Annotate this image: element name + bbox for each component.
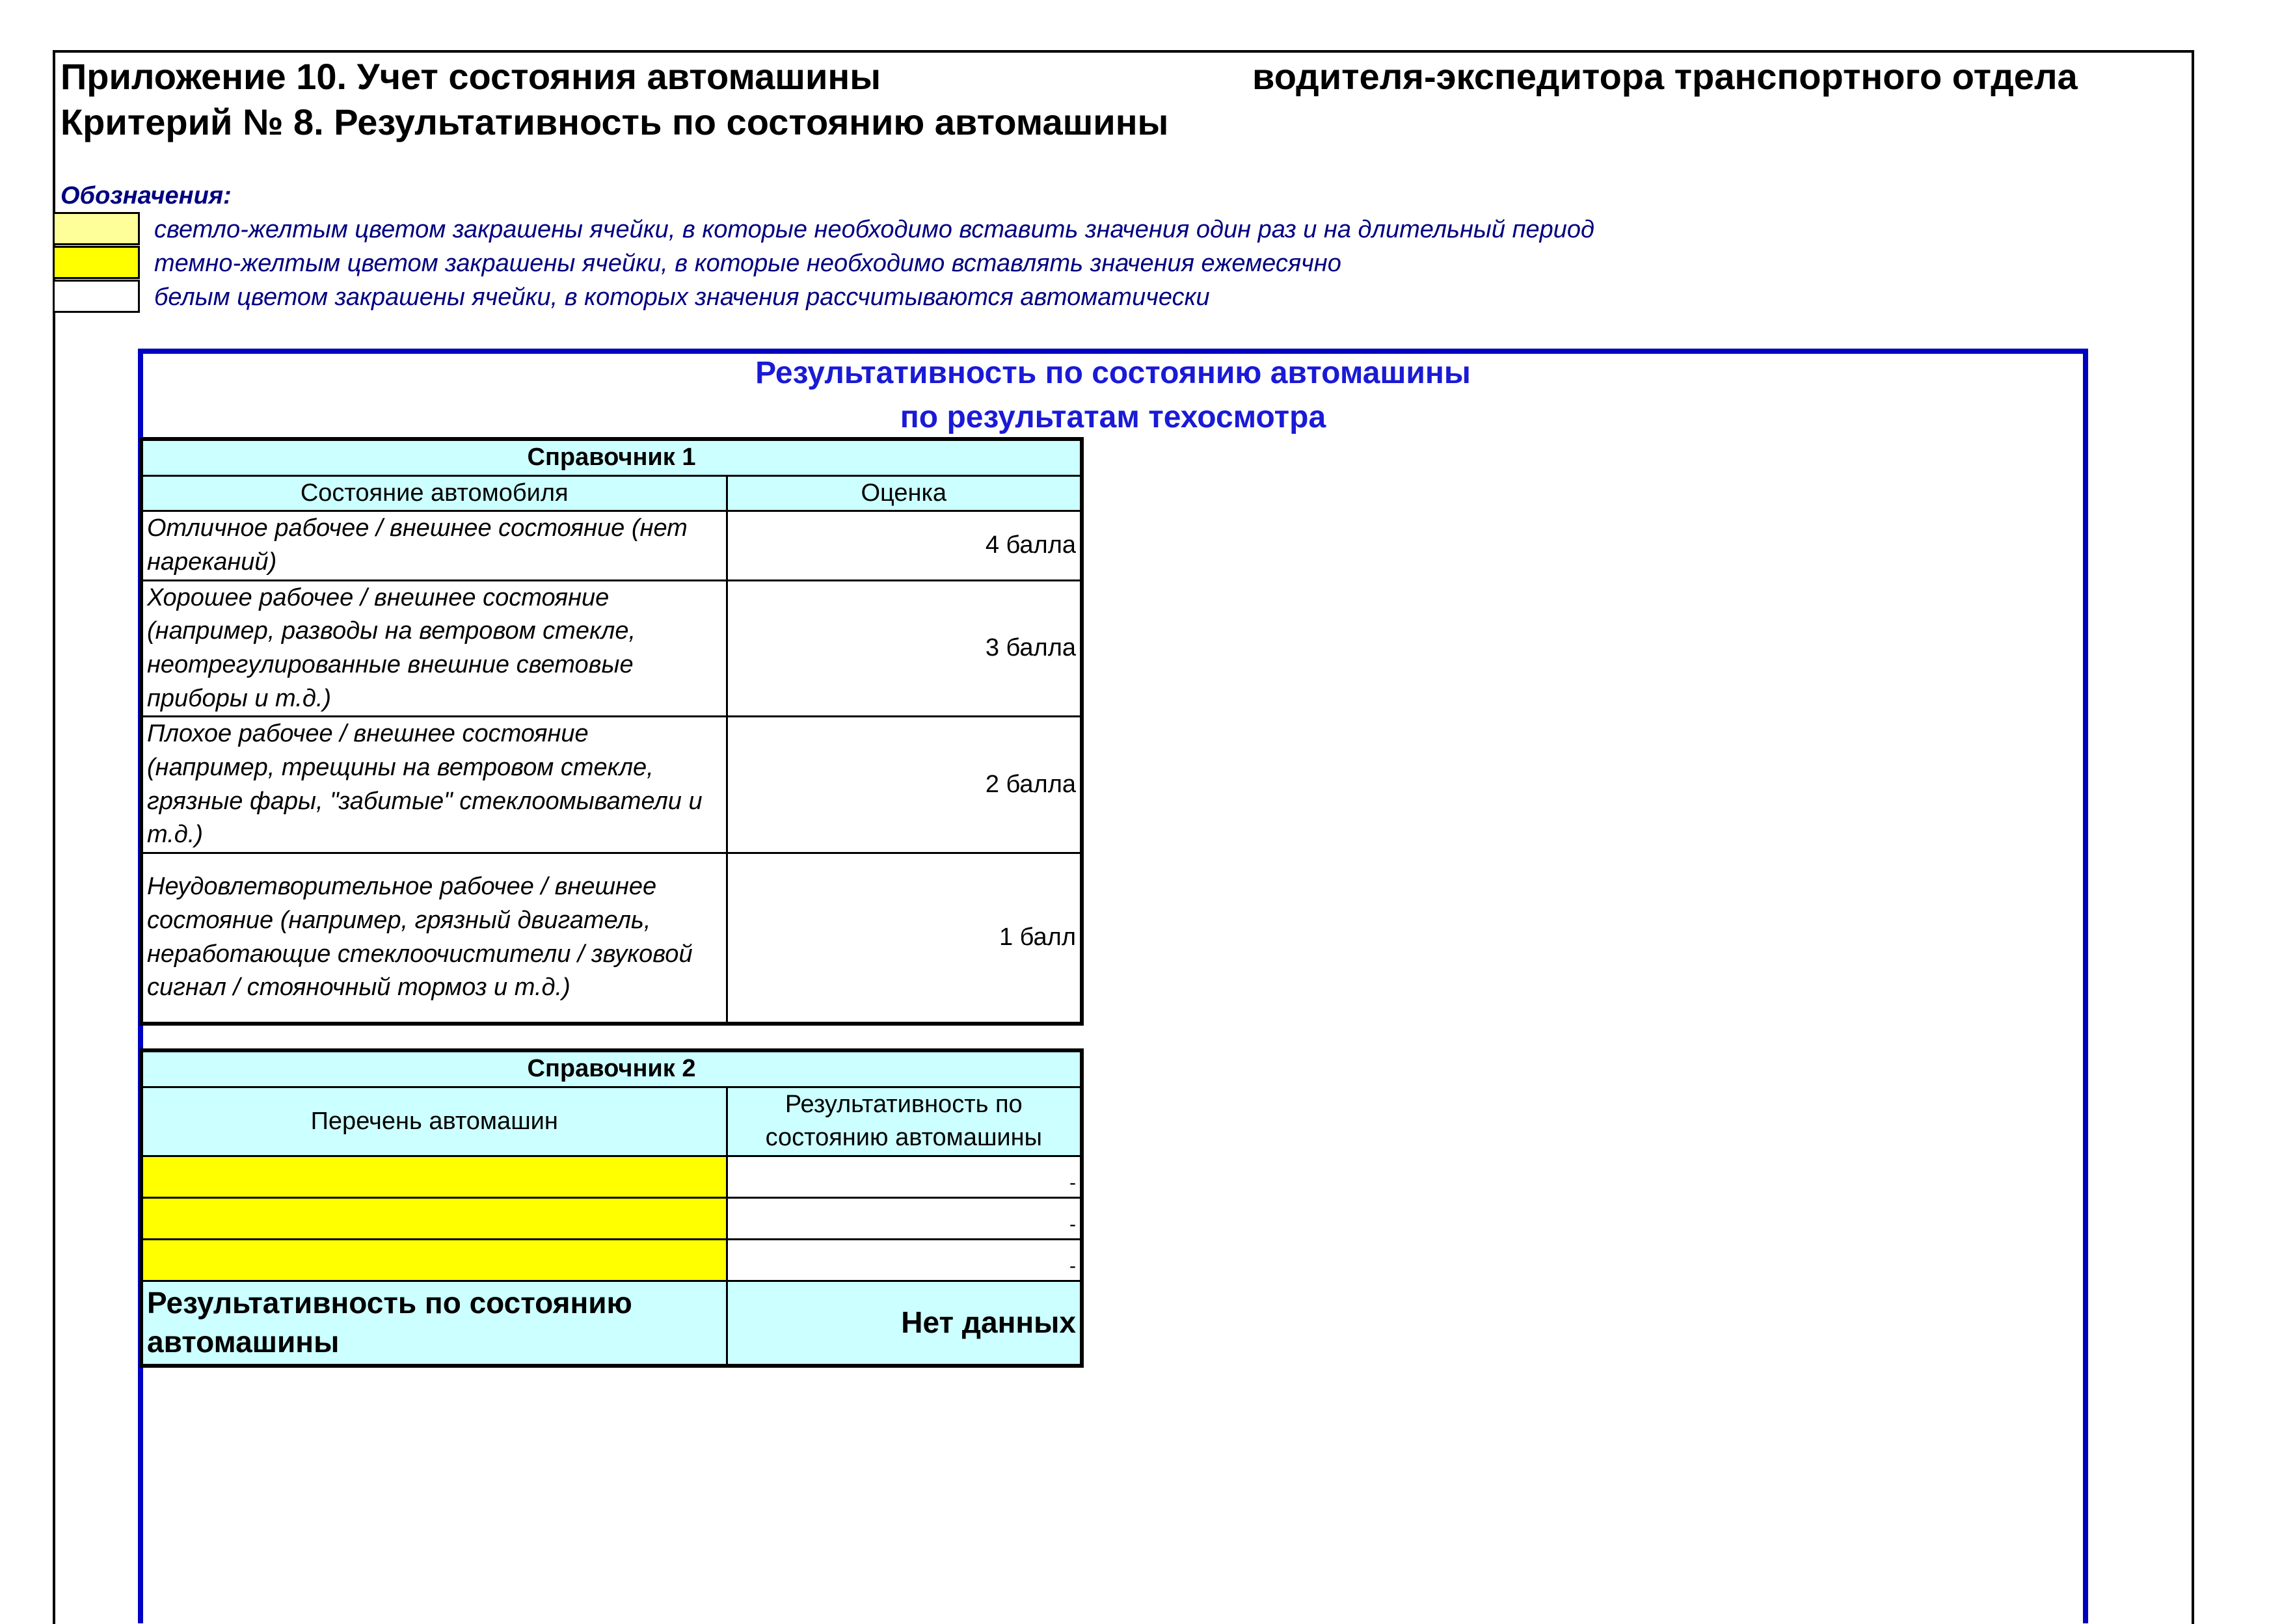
score-cell: 2 балла <box>727 717 1082 853</box>
table-caption: Справочник 1 <box>141 439 1082 475</box>
page-title-right: водителя-экспедитора транспортного отдела <box>1252 56 2078 97</box>
total-value: Нет данных <box>727 1281 1082 1366</box>
legend-swatch-white <box>53 280 140 313</box>
legend-text-dark-yellow: темно-желтым цветом закрашены ячейки, в которые необходимо вставлять значения ежемесячно <box>154 250 1341 277</box>
legend-text-light-yellow: светло-желтым цветом закрашены ячейки, в которые необходимо вставить значения один раз и на длительный период <box>154 216 1595 243</box>
table-row <box>141 1240 1082 1281</box>
table-row <box>141 853 1082 1024</box>
legend-text-white: белым цветом закрашены ячейки, в которых значения рассчитываются автоматически <box>154 284 1210 311</box>
legend-swatch-light-yellow <box>53 212 140 245</box>
condition-cell: Отличное рабочее / внешнее состояние (нет нареканий) <box>141 511 727 580</box>
column-header-result: Результативность по состоянию автомашины <box>727 1087 1082 1156</box>
car-input-cell[interactable] <box>141 1156 727 1198</box>
score-cell: 3 балла <box>727 580 1082 717</box>
table-row <box>141 511 1082 580</box>
condition-cell: Неудовлетворительное рабочее / внешнее состояние (например, грязный двигатель, неработающие стеклоочистители / звуковой сигнал / стояночный тормоз и т.д.) <box>141 853 727 1024</box>
result-cell: - <box>727 1240 1082 1281</box>
reference-table-1 <box>139 437 1084 1026</box>
criterion-title: Критерий № 8. Результативность по состоянию автомашины <box>60 101 1169 142</box>
car-input-cell[interactable] <box>141 1198 727 1240</box>
result-cell: - <box>727 1156 1082 1198</box>
table-row <box>141 717 1082 853</box>
table-caption: Справочник 2 <box>141 1050 1082 1087</box>
condition-cell: Хорошее рабочее / внешнее состояние (например, разводы на ветровом стекле, неотрегулированные внешние световые приборы и т.д.) <box>141 580 727 717</box>
condition-cell: Плохое рабочее / внешнее состояние (например, трещины на ветровом стекле, грязные фары, "забитые" стеклоомыватели и т.д.) <box>141 717 727 853</box>
total-label: Результативность по состоянию автомашины <box>141 1281 727 1366</box>
column-header-condition: Состояние автомобиля <box>141 475 727 511</box>
table-row <box>141 1198 1082 1240</box>
total-row <box>141 1281 1082 1366</box>
legend-title: Обозначения: <box>60 182 232 209</box>
legend-swatch-dark-yellow <box>53 246 140 279</box>
score-cell: 4 балла <box>727 511 1082 580</box>
block-subtitle: по результатам техосмотра <box>900 400 1326 434</box>
reference-table-2 <box>139 1048 1084 1368</box>
car-input-cell[interactable] <box>141 1240 727 1281</box>
column-header-car-list: Перечень автомашин <box>141 1087 727 1156</box>
block-title: Результативность по состоянию автомашины <box>755 356 1471 390</box>
table-row <box>141 580 1082 717</box>
table-row <box>141 1156 1082 1198</box>
result-cell: - <box>727 1198 1082 1240</box>
page-title: Приложение 10. Учет состояния автомашины <box>60 56 881 97</box>
score-cell: 1 балл <box>727 853 1082 1024</box>
column-header-score: Оценка <box>727 475 1082 511</box>
